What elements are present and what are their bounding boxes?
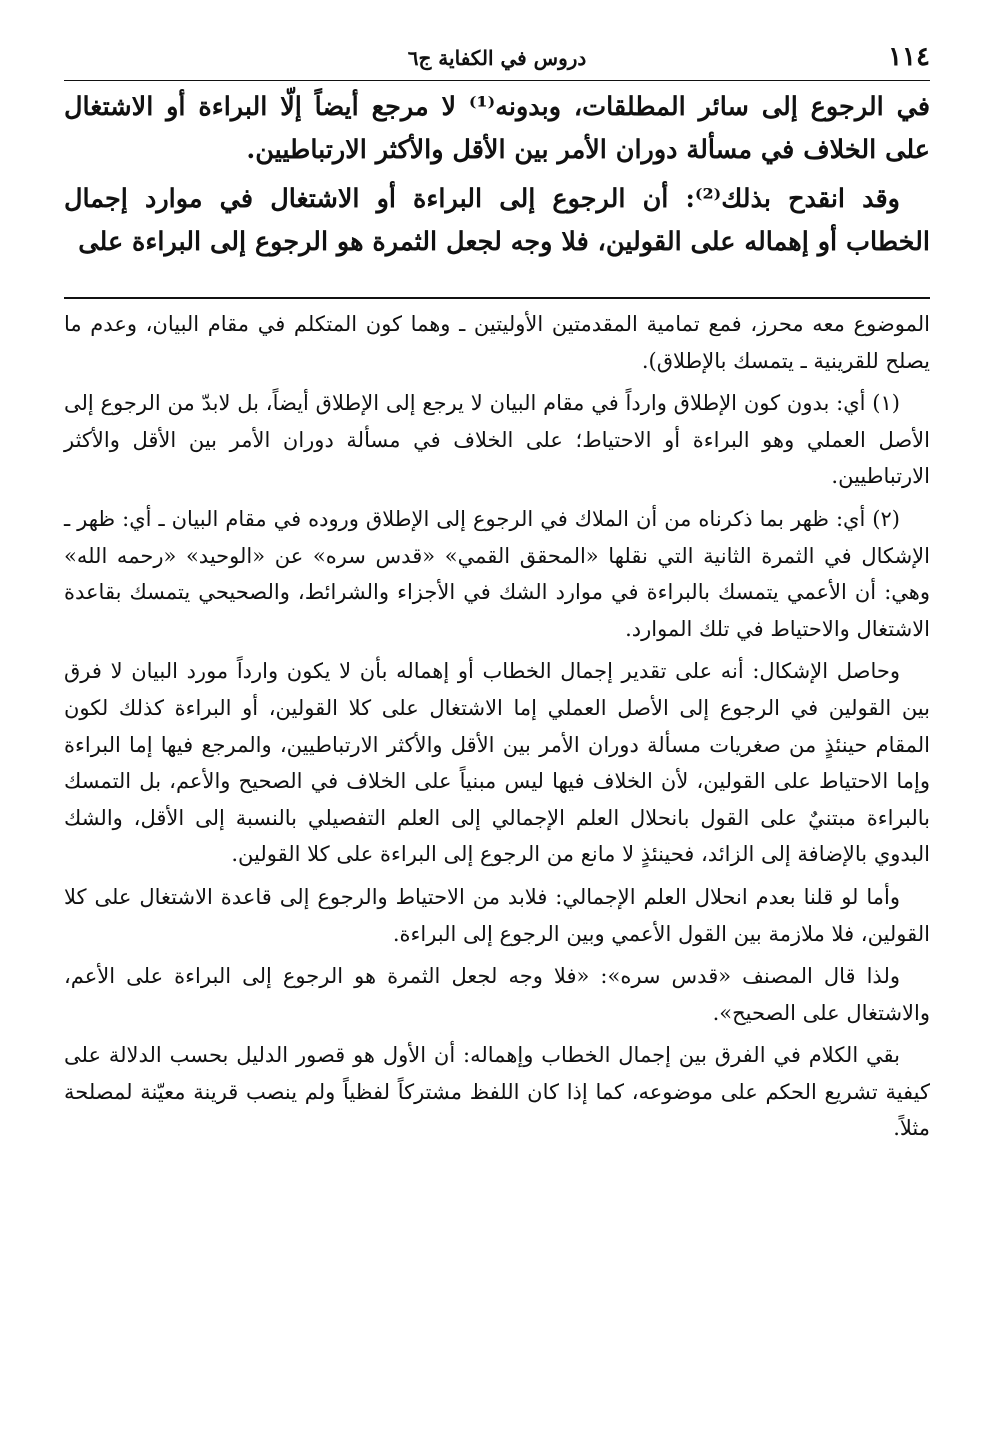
footnote-1: (١) أي: بدون كون الإطلاق وارداً في مقام البيان لا يرجع إلى الإطلاق أيضاً، بل لابدّ من الرجوع إلى الأصل العملي وهو البراءة أو الاحتياط؛ على الخلاف في مسألة دوران الأمر بين الأقل والأكثر الارتباطيين. — [64, 391, 930, 489]
main-paragraph-1: في الرجوع إلى سائر المطلقات، وبدونه⁽¹⁾ لا مرجع أيضاً إلّا البراءة أو الاشتغال على الخلاف في مسألة دوران الأمر بين الأقل والأكثر الارتباطيين. — [64, 92, 931, 165]
footnote-2-explanation: وحاصل الإشكال: أنه على تقدير إجمال الخطاب أو إهماله بأن لا يكون وارداً مورد البيان لا فرق بين القولين في الرجوع إلى الأصل العملي إما الاشتغال على كلا القولين، أو البراءة كذلك لكون المقام حينئذٍ من صغريات مسألة دوران الأمر بين الأقل والأكثر الارتباطيين، والمرجع فيها إما البراءة وإما الاحتياط على القولين، لأن الخلاف فيها ليس مبنياً على الخلاف في الصحيح والأعم، بل التمسك بالبراءة مبتنيٌ على القول بانحلال العلم الإجمالي إلى العلم التفصيلي بالنسبة إلى الأقل، والشك البدوي بالإضافة إلى الزائد، فحينئذٍ لا مانع من الرجوع إلى البراءة على كلا القولين. — [64, 659, 930, 867]
footnote-2-remaining: بقي الكلام في الفرق بين إجمال الخطاب وإهماله: أن الأول هو قصور الدليل بحسب الدلالة على كيفية تشريع الحكم على موضوعه، كما إذا كان اللفظ مشتركاً لفظياً ولم ينصب قرينة معيّنة لمصلحة مثلاً. — [64, 1043, 930, 1141]
footnote-2-author-quote: ولذا قال المصنف «قدس سره»: «فلا وجه لجعل الثمرة هو الرجوع إلى البراءة على الأعم، والاشتغال على الصحيح». — [64, 964, 930, 1025]
footnotes — [64, 306, 930, 1153]
footnote-continuation: الموضوع معه محرز، فمع تمامية المقدمتين الأوليتين ـ وهما كون المتكلم في مقام البيان، وعدم ما يصلح للقرينية ـ يتمسك بالإطلاق). — [64, 312, 930, 373]
running-title: دروس في الكفاية ج٦ — [407, 46, 587, 70]
footnote-separator — [64, 297, 930, 299]
header-rule — [64, 80, 930, 81]
main-paragraph-2: وقد انقدح بذلك⁽²⁾: أن الرجوع إلى البراءة أو الاشتغال في موارد إجمال الخطاب أو إهماله على القولين، فلا وجه لجعل الثمرة هو الرجوع إلى البراءة على — [64, 184, 930, 257]
footnote-2: (٢) أي: ظهر بما ذكرناه من أن الملاك في الرجوع إلى الإطلاق وروده في مقام البيان ـ أي: ظهر ـ الإشكال في الثمرة الثانية التي نقلها «المحقق القمي» «قدس سره» عن «الوحيد» «رحمه الله» وهي: أن الأعمي يتمسك بالبراءة في موارد الشك في الأجزاء والشرائط، والصحيحي يتمسك بقاعدة الاشتغال والاحتياط في تلك الموارد. — [64, 506, 930, 641]
page-number: ١١٤ — [888, 42, 930, 72]
footnote-2-alternative: وأما لو قلنا بعدم انحلال العلم الإجمالي: فلابد من الاحتياط والرجوع إلى قاعدة الاشتغال على كلا القولين، فلا ملازمة بين القول الأعمي وبين الرجوع إلى البراءة. — [64, 884, 930, 946]
main-text — [64, 86, 930, 270]
page-header — [64, 36, 930, 76]
